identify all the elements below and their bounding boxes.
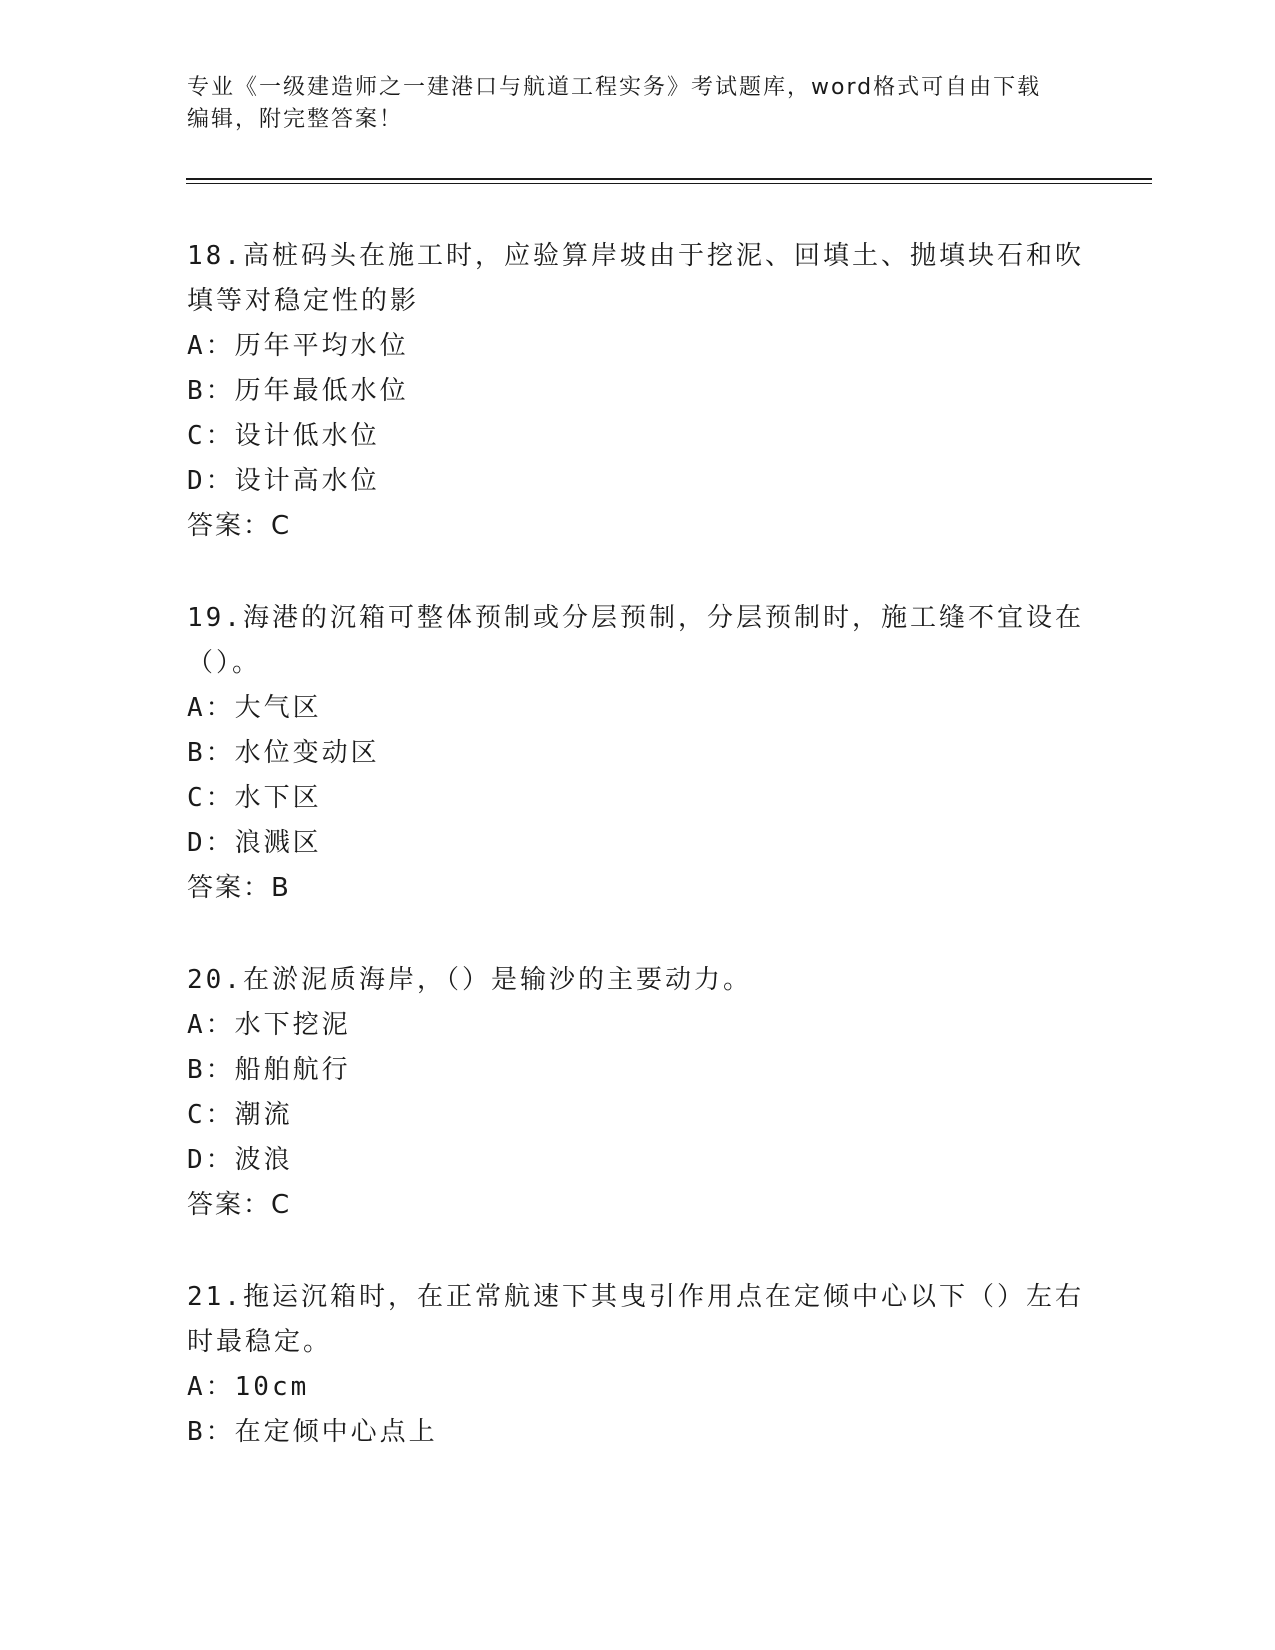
question-stem: [187, 958, 1087, 1003]
header-divider-thin: [186, 183, 1152, 184]
answer-option: B：在定倾中心点上: [187, 1417, 438, 1447]
answer-option: D：设计高水位: [187, 466, 380, 496]
question-stem-line: （）。: [187, 648, 262, 678]
answer-key: 答案：B: [187, 873, 291, 903]
header-line-2: 编辑，附完整答案！: [187, 107, 404, 132]
answer-option: B：船舶航行: [187, 1055, 351, 1085]
answer-option: D：波浪: [187, 1145, 293, 1175]
answer-option: A：10cm: [187, 1372, 310, 1402]
answer-option: D：浪溅区: [187, 828, 322, 858]
question-stem: [187, 234, 1087, 324]
answer-option: B：历年最低水位: [187, 376, 409, 406]
question-block: [187, 1275, 1087, 1455]
question-stem: [187, 596, 1087, 686]
answer-option: C：潮流: [187, 1100, 293, 1130]
answer-key: 答案：C: [187, 511, 292, 541]
document-header: [187, 72, 1067, 136]
header-line-1: 专业《一级建造师之一建港口与航道工程实务》考试题库，word格式可自由下载: [187, 75, 1042, 100]
question-stem-line: 18.高桩码头在施工时，应验算岸坡由于挖泥、回填土、抛填块石和吹: [187, 241, 1084, 271]
answer-option: A：水下挖泥: [187, 1010, 351, 1040]
answer-key: 答案：C: [187, 1190, 292, 1220]
question-block: [187, 596, 1087, 911]
question-stem-line: 填等对稳定性的影: [187, 286, 420, 316]
question-stem: [187, 1275, 1087, 1365]
answer-option: A：历年平均水位: [187, 331, 409, 361]
question-stem-line: 21.拖运沉箱时，在正常航速下其曳引作用点在定倾中心以下（）左右: [187, 1282, 1084, 1312]
question-stem-line: 19.海港的沉箱可整体预制或分层预制，分层预制时，施工缝不宜设在: [187, 603, 1084, 633]
question-stem-line: 20.在淤泥质海岸，（）是输沙的主要动力。: [187, 965, 752, 995]
answer-option: C：设计低水位: [187, 421, 380, 451]
header-divider-thick: [186, 178, 1152, 180]
answer-option: C：水下区: [187, 783, 322, 813]
question-block: [187, 958, 1087, 1228]
question-block: [187, 234, 1087, 549]
answer-option: A：大气区: [187, 693, 322, 723]
question-stem-line: 时最稳定。: [187, 1327, 333, 1357]
question-list: [187, 234, 1087, 1502]
answer-option: B：水位变动区: [187, 738, 380, 768]
